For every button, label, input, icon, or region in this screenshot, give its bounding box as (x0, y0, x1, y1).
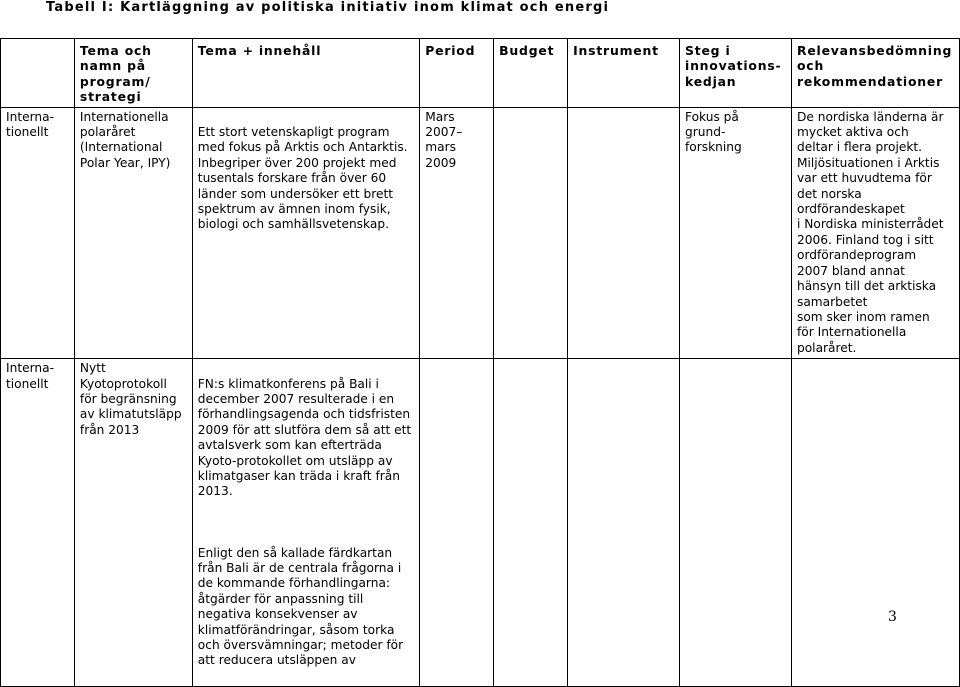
header-period: Period (420, 39, 494, 108)
content-paragraph: Enligt den så kallade färdkartan från Bali är de centrala frågorna i de kommande förhandlingarna: åtgärder för anpassning till negativa konsekvenser av klimatförändringar, såsom torka och översvämningar; metoder för att reducera utsläppen av (197, 545, 404, 668)
header-relevance: Relevansbedömning och rekommendationer (791, 39, 959, 108)
cell-budget (494, 359, 568, 687)
cell-content (192, 107, 419, 359)
header-instrument: Instrument (568, 39, 680, 108)
header-program-name: Tema och namn på program/ strategi (74, 39, 192, 108)
cell-innovation-stage: Fokus på grund- forskning (680, 107, 792, 359)
policy-table (0, 38, 960, 687)
paragraph-spacer (198, 515, 415, 530)
cell-relevance (791, 359, 959, 687)
cell-innovation-stage (680, 359, 792, 687)
cell-period (420, 359, 494, 687)
cell-program-name: Nytt Kyotoprotokoll för begränsning av klimatutsläpp från 2013 (74, 359, 192, 687)
content-paragraph: Ett stort vetenskapligt program med fokus på Arktis och Antarktis. Inbegriper över 200 projekt med tusentals forskare från över 60 länder som undersöker ett brett spektrum av ämnen inom fysik, biologi och samhällsvetenskap. (197, 125, 408, 232)
cell-relevance: De nordiska länderna är mycket aktiva och deltar i flera projekt. Miljösituationen i Arktis var ett huvudtema för det norska ordförandeskapet i Nordiska ministerrådet 2006. Finland tog i sitt ordförandeprogram 2007 bland annat hänsyn till det arktiska samarbetet som sker inom ramen för Internationella polaråret. (791, 107, 959, 359)
page-title: Tabell I: Kartläggning av politiska initiativ inom klimat och energi (46, 0, 610, 15)
header-budget: Budget (494, 39, 568, 108)
cell-instrument (568, 359, 680, 687)
cell-scope: Interna- tionellt (1, 359, 75, 687)
header-innovation-stage: Steg i innovations- kedjan (680, 39, 792, 108)
table-row (1, 107, 960, 359)
cell-scope: Interna- tionellt (1, 107, 75, 359)
cell-program-name: Internationella polaråret (International Polar Year, IPY) (74, 107, 192, 359)
page-number: 3 (888, 609, 897, 625)
content-paragraph: FN:s klimatkonferens på Bali i december 2007 resulterade i en förhandlingsagenda och tidsfristen 2009 för att slutföra dem så att ett avtalsverk som kan efterträda Kyoto-protokollet om utsläpp av klimatgaser kan träda i kraft från 2013. (197, 376, 412, 499)
header-row (1, 39, 960, 108)
cell-budget (494, 107, 568, 359)
cell-instrument (568, 107, 680, 359)
header-content: Tema + innehåll (192, 39, 419, 108)
header-scope (1, 39, 75, 108)
cell-period: Mars 2007– mars 2009 (420, 107, 494, 359)
cell-content (192, 359, 419, 687)
table-row (1, 359, 960, 687)
